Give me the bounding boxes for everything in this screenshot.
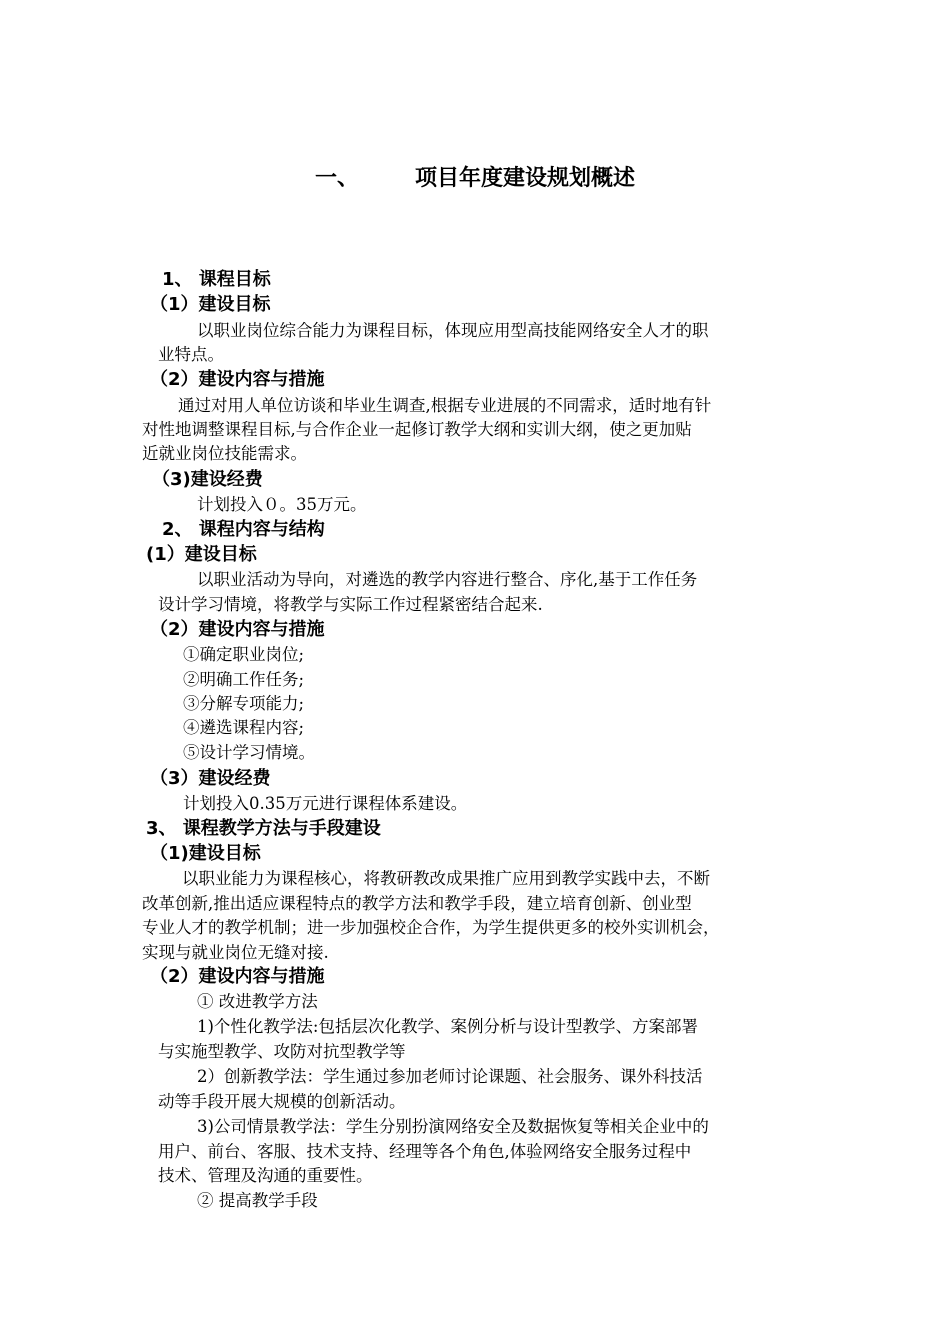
paragraph-line: 与实施型教学、攻防对抗型教学等 <box>158 1042 406 1061</box>
section-heading: 2、 课程内容与结构 <box>162 519 325 540</box>
subsection-heading: （1)建设目标 <box>150 843 261 864</box>
paragraph-line: 以职业能力为课程核心，将教研教改成果推广应用到教学实践中去，不断 <box>182 869 710 888</box>
paragraph-line: 实现与就业岗位无缝对接. <box>142 943 329 962</box>
list-item: ⑤设计学习情境。 <box>183 743 315 762</box>
list-item: ②明确工作任务; <box>183 670 305 689</box>
title-text: 项目年度建设规划概述 <box>415 166 636 191</box>
paragraph-line: 对性地调整课程目标,与合作企业一起修订教学大纲和实训大纲，使之更加贴 <box>142 420 692 439</box>
title-number: 一、 <box>314 166 359 191</box>
section-heading: 3、 课程教学方法与手段建设 <box>146 818 381 839</box>
paragraph-line: 业特点。 <box>158 345 224 364</box>
paragraph-line: ① 改进教学方法 <box>197 992 318 1011</box>
subsection-heading: （1）建设目标 <box>150 294 271 315</box>
paragraph-line: ② 提高教学手段 <box>197 1191 318 1210</box>
page-title <box>0 164 950 194</box>
section-heading: 1、 课程目标 <box>162 269 271 290</box>
paragraph-line: 专业人才的教学机制；进一步加强校企合作，为学生提供更多的校外实训机会， <box>142 918 720 937</box>
subsection-heading: （3）建设经费 <box>150 768 271 789</box>
list-item: ③分解专项能力; <box>183 694 305 713</box>
subsection-heading: (1）建设目标 <box>146 544 257 565</box>
paragraph-line: 动等手段开展大规模的创新活动。 <box>158 1092 406 1111</box>
list-item: ④遴选课程内容; <box>183 718 305 737</box>
paragraph-line: 用户、前台、客服、技术支持、经理等各个角色,体验网络安全服务过程中 <box>158 1142 692 1161</box>
paragraph-line: 1)个性化教学法:包括层次化教学、案例分析与设计型教学、方案部署 <box>197 1017 698 1036</box>
paragraph-line: 2）创新教学法：学生通过参加老师讨论课题、社会服务、课外科技活 <box>197 1067 703 1086</box>
paragraph-line: 3)公司情景教学法：学生分别扮演网络安全及数据恢复等相关企业中的 <box>197 1117 709 1136</box>
subsection-heading: （2）建设内容与措施 <box>150 619 325 640</box>
subsection-heading: （3)建设经费 <box>152 469 263 490</box>
paragraph-line: 以职业活动为导向，对遴选的教学内容进行整合、序化,基于工作任务 <box>197 570 698 589</box>
paragraph-line: 技术、管理及沟通的重要性。 <box>158 1166 373 1185</box>
paragraph-line: 近就业岗位技能需求。 <box>142 444 307 463</box>
paragraph-line: 通过对用人单位访谈和毕业生调查,根据专业进展的不同需求，适时地有针 <box>178 396 712 415</box>
paragraph-line: 计划投入０。35万元。 <box>197 495 367 514</box>
paragraph-line: 改革创新,推出适应课程特点的教学方法和教学手段，建立培育创新、创业型 <box>142 894 692 913</box>
subsection-heading: （2）建设内容与措施 <box>150 369 325 390</box>
paragraph-line: 设计学习情境，将教学与实际工作过程紧密结合起来. <box>158 595 543 614</box>
paragraph-line: 计划投入0.35万元进行课程体系建设。 <box>183 794 468 813</box>
list-item: ①确定职业岗位; <box>183 645 305 664</box>
paragraph-line: 以职业岗位综合能力为课程目标，体现应用型高技能网络安全人才的职 <box>197 321 709 340</box>
subsection-heading: （2）建设内容与措施 <box>150 966 325 987</box>
